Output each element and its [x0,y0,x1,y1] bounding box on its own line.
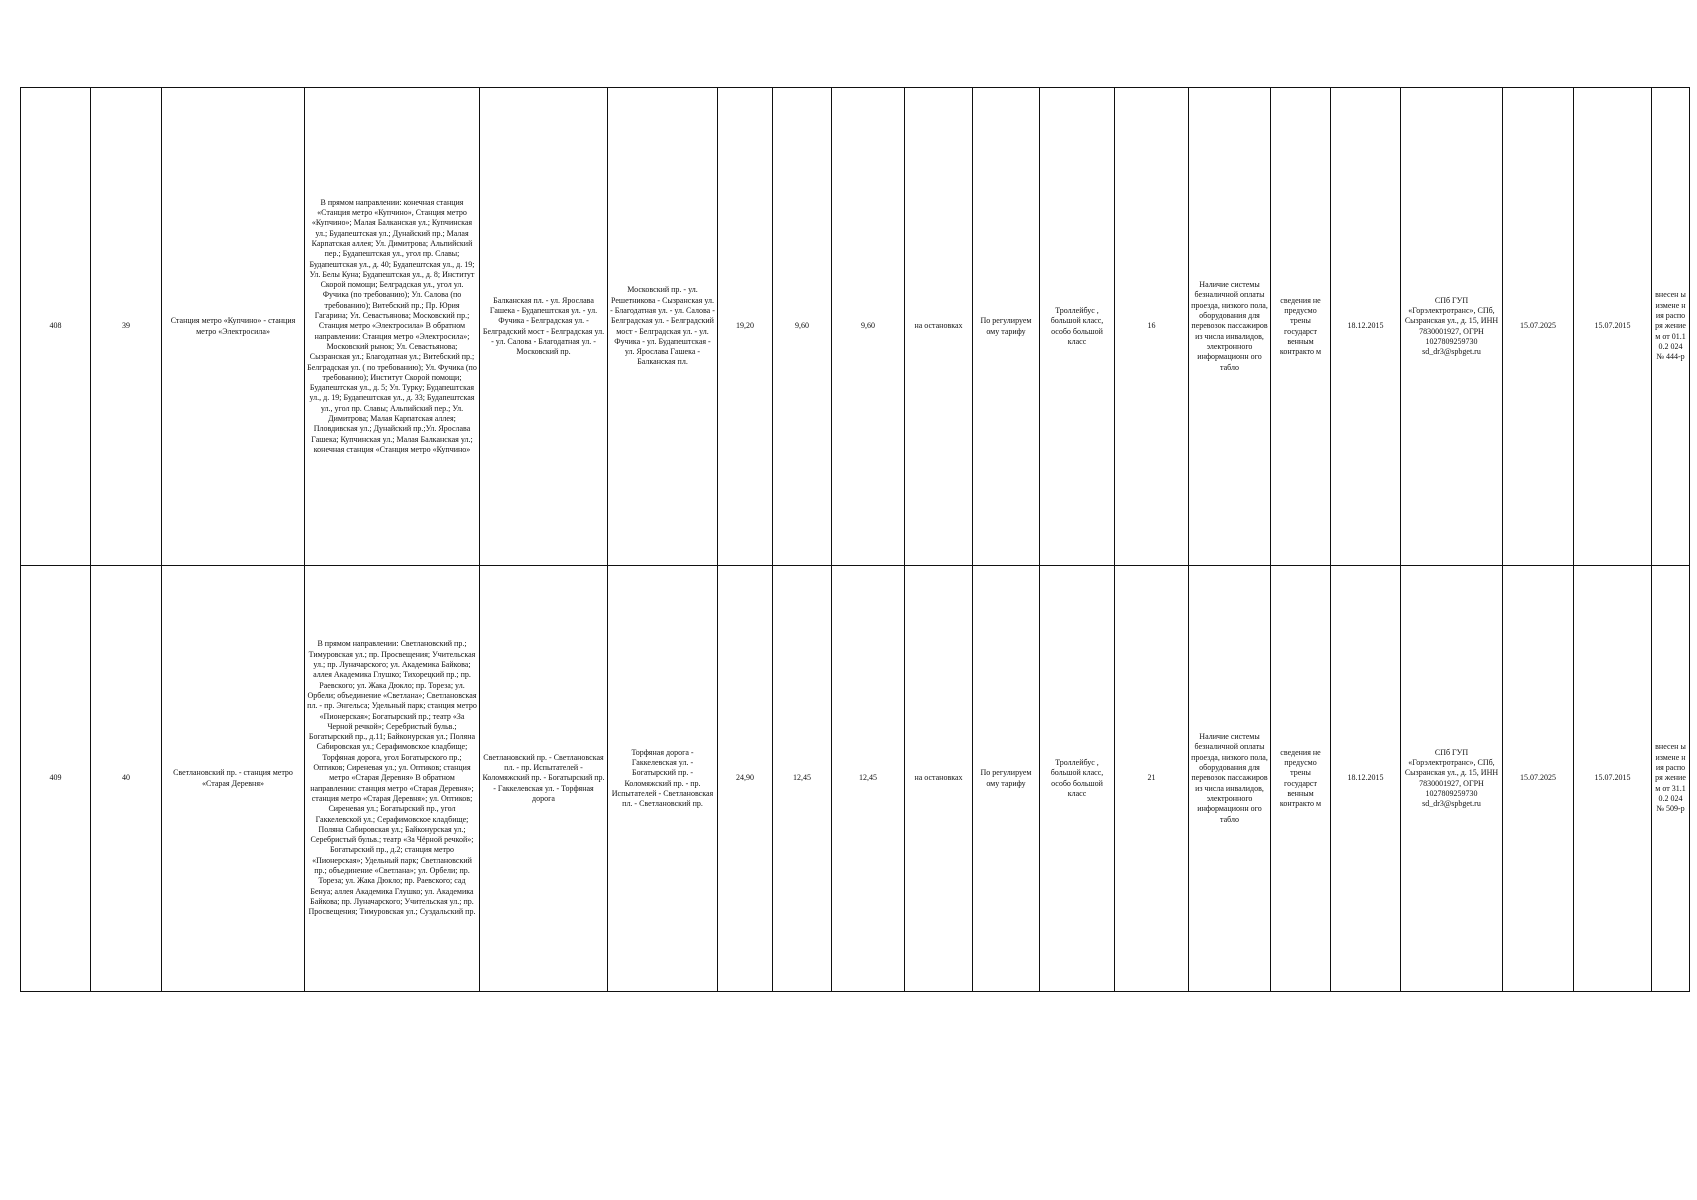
cell-reg-no: 409 [21,566,91,992]
cell-start-date: 18.12.2015 [1331,88,1401,566]
cell-length-forward: 12,45 [773,566,832,992]
cell-length: 24,90 [718,566,773,992]
cell-contract: сведения не предусмо трены государст венным контракто м [1271,566,1331,992]
cell-route-no: 39 [91,88,162,566]
cell-length: 19,20 [718,88,773,566]
cell-carrier: СПб ГУП «Горэлектротранс», СПб, Сызранская ул., д. 15, ИНН 7830001927, ОГРН 1027809259730 sd_dr3@spbget.ru [1401,88,1503,566]
cell-streets-backward: Московский пр. - ул. Решетникова - Сызранская ул. - Благодатная ул. - ул. Салова - Белградская ул. - Белградский мост - Белградская ул. - ул. Фучика - ул. Будапештская - ул. Ярослава Гашека - Балканская пл. [608,88,718,566]
cell-reg-no: 408 [21,88,91,566]
cell-tariff: По регулируем ому тарифу [973,88,1040,566]
cell-carrier: СПб ГУП «Горэлектротранс», СПб, Сызранская ул., д. 15, ИНН 7830001927, ОГРН 1027809259730 sd_dr3@spbget.ru [1401,566,1503,992]
cell-changes: внесен ы измене ния распоря жением от 01.10.2 024 № 444-р [1652,88,1690,566]
cell-date-b: 15.07.2015 [1574,566,1652,992]
cell-streets-forward: Светлановский пр. - Светлановская пл. - пр. Испытателей - Коломяжский пр. - Богатырский пр. - Гаккелевская ул. - Торфяная дорога [480,566,608,992]
cell-stops: В прямом направлении: конечная станция «Станция метро «Купчино», Станция метро «Купчино»; Малая Балканская ул.; Купчинская ул.; Будапештская ул.; Дунайский пр.; Малая Карпатская аллея; Ул. Димитрова; Альпийский пер.; Будапештская ул., угол пр. Славы; Будапештская ул., д. 40; Будапештская ул., д. 19; Ул. Белы Куна; Будапештская ул., д. 8; Институт Скорой помощи; Белградская ул., угол ул. Фучика (по требованию); Ул. Салова (по требованию); Витебский пр.; Пр. Юрия Гагарина; Ул. Севастьянова; Московский пр.; Станция метро «Электросила» В обратном направлении: Станция метро «Электросила»; Московский рынок; Ул. Севастьянова; Сызранская ул.; Благодатная ул.; Витебский пр.; Белградская ул. ( по требованию); Ул. Фучика (по требованию); Институт Скорой помощи; Будапештская ул., д. 5; Ул. Турку; Будапештская ул., д. 19; Будапештская ул., д. 33; Будапештская ул., угол пр. Славы; Альпийский пер.; Ул. Димитрова; Малая Карпатская аллея; Пловдивская ул.; Дунайский пр.;Ул. Ярослава Гашека; Купчинская ул.; Малая Балканская ул.; конечная станция «Станция метро «Купчино» [305,88,480,566]
cell-route-no: 40 [91,566,162,992]
table-row [21,88,1690,566]
cell-vehicle-count: 16 [1115,88,1189,566]
cell-vehicle: Троллейбус , большой класс, особо большой класс [1040,566,1115,992]
cell-length-backward: 9,60 [832,88,905,566]
cell-characteristics: Наличие системы безналичной оплаты проезда, низкого пола, оборудования для перевозок пассажиров из числа инвалидов, электронного информационн ого табло [1189,566,1271,992]
cell-changes: внесен ы измене ния распоря жением от 31.10.2 024 № 509-р [1652,566,1690,992]
cell-stop-order: на остановках [905,88,973,566]
cell-streets-forward: Балканская пл. - ул. Ярослава Гашека - Будапештская ул. - ул. Фучика - Белградская ул. - Белградский мост - Белградская ул. - ул. Салова - Благодатная ул. - Московский пр. [480,88,608,566]
cell-date-a: 15.07.2025 [1503,566,1574,992]
cell-date-b: 15.07.2015 [1574,88,1652,566]
cell-date-a: 15.07.2025 [1503,88,1574,566]
cell-start-date: 18.12.2015 [1331,566,1401,992]
cell-stop-order: на остановках [905,566,973,992]
cell-stops: В прямом направлении: Светлановский пр.; Тимуровская ул.; пр. Просвещения; Учительская ул.; пр. Луначарского; ул. Академика Байкова; аллея Академика Глушко; Тихорецкий пр.; пр. Раевского; ул. Жака Дюкло; пр. Тореза; ул. Орбели; объединение «Светлана»; Светлановская пл. - пр. Энгельса; Удельный парк; станция метро «Пионерская»; Богатырский пр.; театр «За Черной речкой»; Серебристый бульв.; Богатырский пр., д.11; Байконурская ул.; Поляна Сабировская ул.; Серафимовское кладбище; Торфяная дорога, угол Богатырского пр.; Оптиков; Сиреневая ул.; ул. Оптиков; станция метро «Старая Деревня» В обратном направлении: станция метро «Старая Деревня»; станция метро «Старая Деревня»; ул. Оптиков; Сиреневая ул.; Богатырский пр., угол Гаккелевской ул.; Серафимовское кладбище; Поляна Сабировская ул.; Байконурская ул.; Серебристый бульв.; театр «За Чёрной речкой»; Богатырский пр., д.2; станция метро «Пионерская»; Удельный парк; Светлановский пр.; объединение «Светлана»; ул. Орбели; пр. Тореза; ул. Жака Дюкло; пр. Раевского; сад Бенуа; аллея Академика Глушко; ул. Академика Байкова; пр. Луначарского; Учительская ул.; пр. Просвещения; Тимуровская ул.; Суздальский пр. [305,566,480,992]
cell-length-forward: 9,60 [773,88,832,566]
cell-contract: сведения не предусмо трены государст венным контракто м [1271,88,1331,566]
cell-route-name: Станция метро «Купчино» - станция метро «Электросила» [162,88,305,566]
route-registry-table [20,87,1690,992]
cell-vehicle: Троллейбус , большой класс, особо большой класс [1040,88,1115,566]
cell-route-name: Светлановский пр. - станция метро «Старая Деревня» [162,566,305,992]
table-row [21,566,1690,992]
cell-length-backward: 12,45 [832,566,905,992]
cell-streets-backward: Торфяная дорога - Гаккелевская ул. - Богатырский пр. - Коломяжский пр. - пр. Испытателей - Светлановская пл. - Светлановский пр. [608,566,718,992]
cell-vehicle-count: 21 [1115,566,1189,992]
cell-tariff: По регулируем ому тарифу [973,566,1040,992]
cell-characteristics: Наличие системы безналичной оплаты проезда, низкого пола, оборудования для перевозок пассажиров из числа инвалидов, электронного информационн ого табло [1189,88,1271,566]
